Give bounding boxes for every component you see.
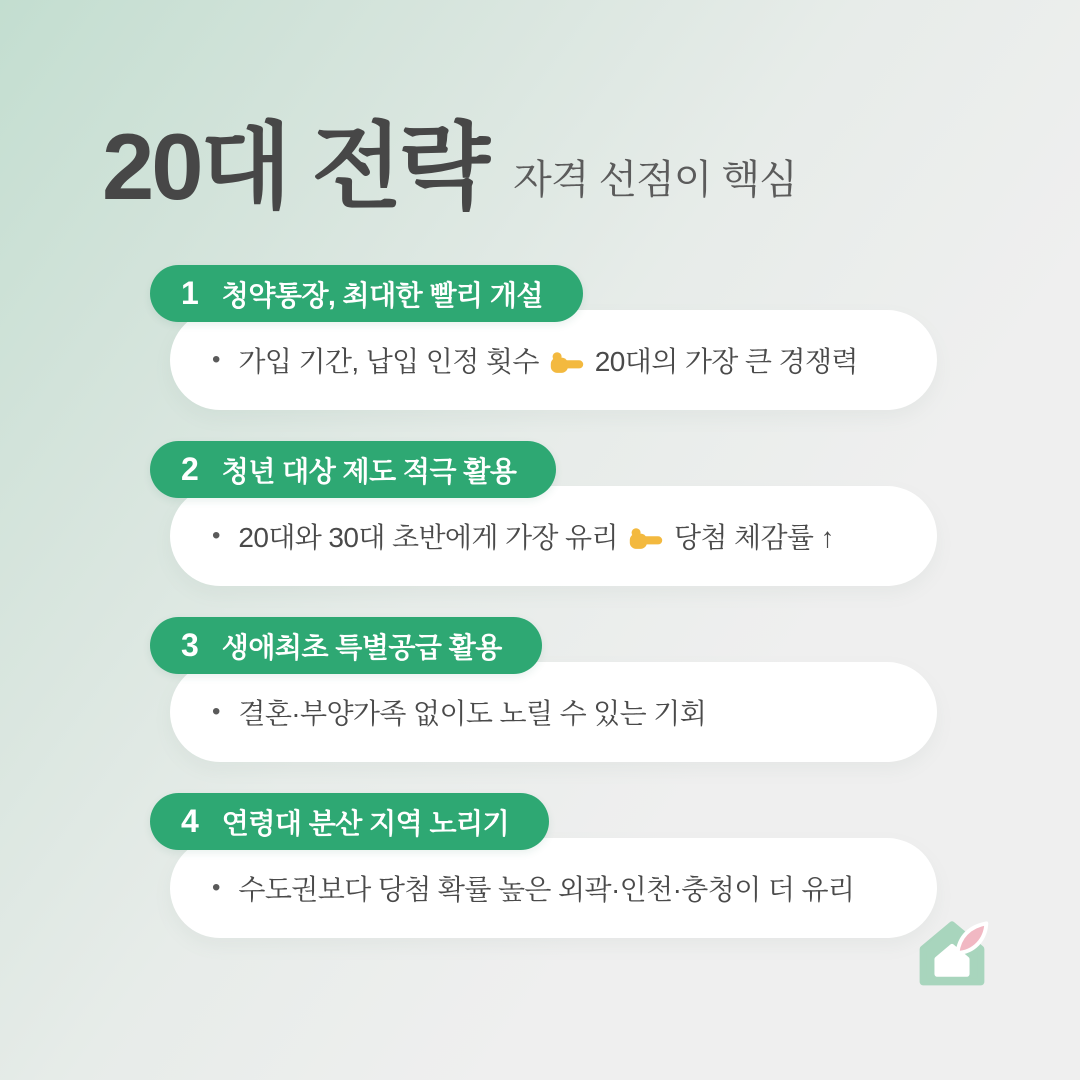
strategy-section-4 [150, 793, 940, 938]
page-title: 20대 전략 [102, 114, 488, 219]
page-subtitle: 자격 선점이 핵심 [513, 157, 797, 202]
step-number: 1 [181, 275, 199, 311]
strategy-list [150, 265, 940, 969]
pointing-right-emoji-icon [628, 521, 664, 557]
step-number: 4 [181, 803, 199, 839]
step-title: 생애최초 특별공급 활용 [221, 631, 502, 663]
bullet-dot-icon: • [212, 698, 221, 725]
pointing-right-emoji-icon [549, 345, 585, 381]
strategy-section-3 [150, 617, 940, 762]
bullet-text-pre: 20대와 30대 초반에게 가장 유리 [238, 522, 618, 553]
step-detail-card [170, 310, 937, 410]
step-pill [150, 441, 556, 498]
strategy-section-2 [150, 441, 940, 586]
bullet-text-post: 당첨 체감률 ↑ [673, 522, 834, 553]
bullet-item [212, 692, 706, 732]
step-pill [150, 793, 549, 850]
bullet-text-post: 20대의 가장 큰 경쟁력 [594, 346, 858, 377]
step-detail-card [170, 662, 937, 762]
bullet-item [212, 868, 854, 908]
bullet-text-pre: 수도권보다 당첨 확률 높은 외곽·인천·충청이 더 유리 [238, 874, 855, 905]
header [102, 114, 797, 219]
house-with-leaf-logo-icon [913, 914, 991, 992]
bullet-item [212, 516, 834, 556]
step-title: 연령대 분산 지역 노리기 [221, 807, 510, 839]
step-title: 청약통장, 최대한 빨리 개설 [221, 279, 543, 311]
step-detail-card [170, 486, 937, 586]
step-number: 2 [181, 451, 199, 487]
strategy-section-1 [150, 265, 940, 410]
step-number: 3 [181, 627, 199, 663]
step-detail-card [170, 838, 937, 938]
step-pill [150, 617, 542, 674]
step-pill [150, 265, 583, 322]
bullet-text-pre: 결혼·부양가족 없이도 노릴 수 있는 기회 [238, 698, 707, 729]
step-title: 청년 대상 제도 적극 활용 [221, 455, 517, 487]
bullet-dot-icon: • [212, 874, 221, 901]
bullet-dot-icon: • [212, 522, 221, 549]
bullet-item [212, 340, 858, 380]
bullet-dot-icon: • [212, 346, 221, 373]
bullet-text-pre: 가입 기간, 납입 인정 횟수 [238, 346, 539, 377]
